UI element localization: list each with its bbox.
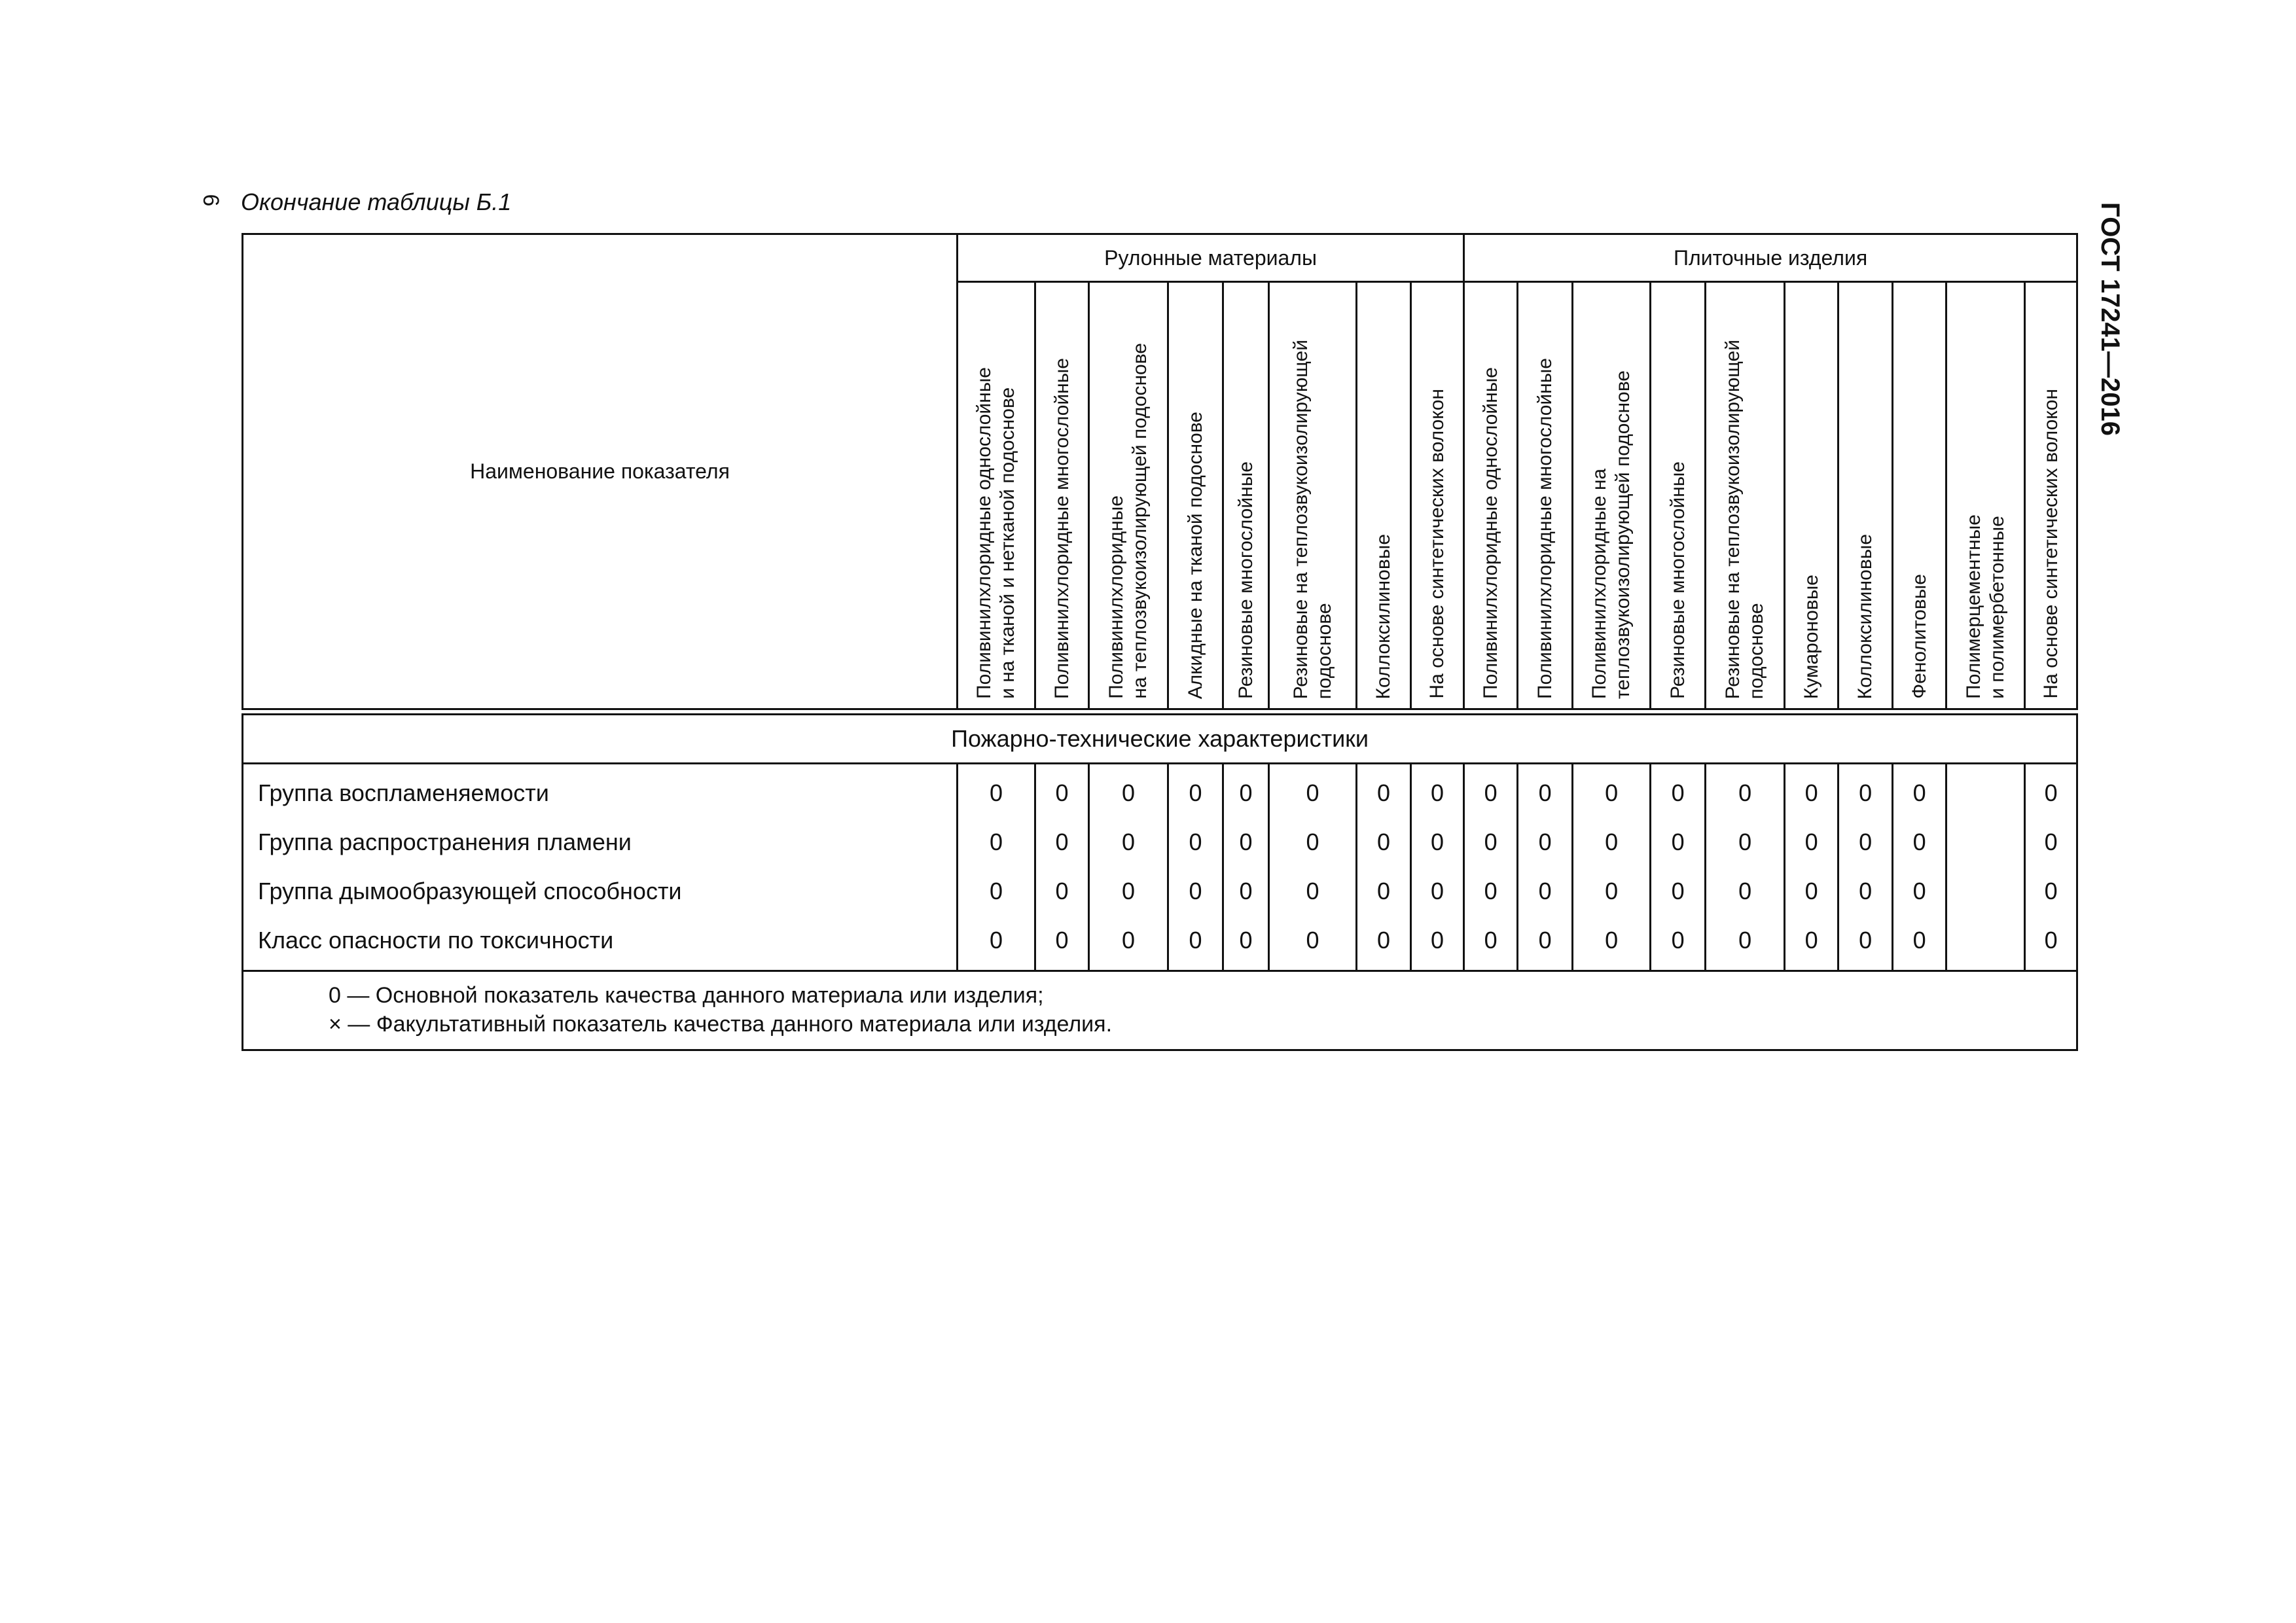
value-cell: 0 [1089,916,1168,971]
value-cell: 0 [1839,916,1893,971]
column-header [1035,282,1089,709]
value-cell: 0 [1168,916,1223,971]
value-cell: 0 [1464,817,1518,866]
value-cell: 0 [1223,866,1269,916]
value-cell: 0 [1518,764,1573,818]
column-header-label: Резиновые на теплозвукоизолирующей подоснове [1289,339,1335,699]
value-cell: 0 [958,817,1035,866]
value-cell: 0 [1651,866,1706,916]
column-header [1269,282,1357,709]
value-cell: 0 [1269,817,1357,866]
column-header [958,282,1035,709]
value-cell: 0 [1357,866,1411,916]
column-header [1893,282,1946,709]
column-header-label: Поливинилхлоридные на теплозвукоизолирующей подоснове [1588,370,1634,699]
value-cell [1946,916,2025,971]
value-cell: 0 [1089,764,1168,818]
column-header [1839,282,1893,709]
value-cell: 0 [1573,764,1651,818]
column-header [1651,282,1706,709]
column-header-label: Коллоксилиновые [1372,533,1394,699]
value-cell: 0 [1573,817,1651,866]
value-cell: 0 [1651,916,1706,971]
value-cell: 0 [1785,916,1839,971]
column-header-label: Поливинилхлоридные на теплозвукоизолирующей подоснове [1105,343,1151,699]
value-cell: 0 [1785,764,1839,818]
value-cell: 0 [1223,764,1269,818]
table-caption: Окончание таблицы Б.1 [241,188,512,215]
value-cell: 0 [1411,866,1464,916]
column-header-label: Поливинилхлоридные однослойные [1479,367,1501,699]
value-cell: 0 [1089,817,1168,866]
value-cell: 0 [2025,764,2077,818]
column-header [2025,282,2077,709]
value-cell: 0 [1168,817,1223,866]
section-title: Пожарно-технические характеристики [243,715,2077,764]
row-label: Группа воспламеняемости [243,764,958,818]
name-column-header: Наименование показателя [243,234,958,709]
page-number: 6 [198,194,223,207]
value-cell [1946,866,2025,916]
value-cell: 0 [1893,916,1946,971]
column-header [1464,282,1518,709]
table-row [243,817,2077,866]
column-header-label: Кумароновые [1800,574,1822,699]
value-cell: 0 [1518,817,1573,866]
group-header-tile-products: Плиточные изделия [1464,234,2077,282]
value-cell: 0 [1223,817,1269,866]
column-header-label: Алкидные на тканой подоснове [1184,411,1206,699]
value-cell: 0 [1223,916,1269,971]
section-row [243,715,2077,764]
column-header-label: Резиновые на теплозвукоизолирующей подоснове [1722,339,1768,699]
table-notes [243,971,2077,1050]
column-header [1223,282,1269,709]
value-cell [1946,817,2025,866]
column-header-label: На основе синтетических волокон [1426,389,1448,699]
value-cell: 0 [1785,817,1839,866]
column-header [1089,282,1168,709]
value-cell: 0 [1785,866,1839,916]
column-header-label: Поливинилхлоридные однослойные и на тканой и нетканой подоснове [973,367,1018,699]
value-cell: 0 [1651,817,1706,866]
column-header [1168,282,1223,709]
value-cell: 0 [1357,764,1411,818]
column-header-label: Поливинилхлоридные многослойные [1534,358,1556,699]
value-cell: 0 [1706,817,1785,866]
row-label: Группа распространения пламени [243,817,958,866]
column-header-label: Коллоксилиновые [1854,533,1876,699]
value-cell: 0 [958,866,1035,916]
column-header-label: Резиновые многослойные [1666,461,1689,699]
value-cell: 0 [2025,916,2077,971]
value-cell: 0 [2025,817,2077,866]
value-cell: 0 [1035,764,1089,818]
note-line: 0 — Основной показатель качества данного материала или изделия; [329,983,1044,1008]
column-header [1573,282,1651,709]
value-cell: 0 [1839,866,1893,916]
value-cell: 0 [1357,817,1411,866]
group-header-roll-materials: Рулонные материалы [958,234,1464,282]
value-cell: 0 [958,764,1035,818]
column-header [1706,282,1785,709]
value-cell: 0 [1706,866,1785,916]
value-cell: 0 [1839,817,1893,866]
column-header-label: Резиновые многослойные [1234,461,1257,699]
value-cell: 0 [1706,916,1785,971]
row-label: Группа дымообразующей способности [243,866,958,916]
value-cell: 0 [1518,916,1573,971]
notes-row [243,971,2077,1050]
value-cell [1946,764,2025,818]
properties-table [242,233,2078,1051]
header-separator-cell [243,709,2077,715]
column-header-label: Поливинилхлоридные многослойные [1050,358,1073,699]
column-header-label: Полимерцементные и полимербетонные [1962,514,2008,699]
column-header [1946,282,2025,709]
value-cell: 0 [1573,916,1651,971]
group-header-row [243,234,2077,282]
value-cell: 0 [1269,866,1357,916]
value-cell: 0 [1464,866,1518,916]
column-header [1357,282,1411,709]
column-header [1411,282,1464,709]
value-cell: 0 [1518,866,1573,916]
value-cell: 0 [958,916,1035,971]
value-cell: 0 [1573,866,1651,916]
table-row [243,764,2077,818]
value-cell: 0 [1839,764,1893,818]
value-cell: 0 [1035,916,1089,971]
value-cell: 0 [1035,866,1089,916]
value-cell: 0 [1411,764,1464,818]
column-header [1518,282,1573,709]
header-separator [243,709,2077,715]
value-cell: 0 [1651,764,1706,818]
row-label: Класс опасности по токсичности [243,916,958,971]
value-cell: 0 [1411,916,1464,971]
document-id-text: ГОСТ 17241—2016 [2095,202,2125,436]
value-cell: 0 [1089,866,1168,916]
document-id [2093,194,2126,443]
value-cell: 0 [1893,764,1946,818]
value-cell: 0 [1269,764,1357,818]
column-header [1785,282,1839,709]
value-cell: 0 [1893,817,1946,866]
value-cell: 0 [1269,916,1357,971]
value-cell: 0 [1411,817,1464,866]
value-cell: 0 [1464,764,1518,818]
value-cell: 0 [1357,916,1411,971]
value-cell: 0 [2025,866,2077,916]
column-header-label: Фенолитовые [1908,574,1930,699]
value-cell: 0 [1035,817,1089,866]
value-cell: 0 [1464,916,1518,971]
column-header-label: На основе синтетических волокон [2039,389,2062,699]
value-cell: 0 [1168,764,1223,818]
table-row [243,916,2077,971]
value-cell: 0 [1706,764,1785,818]
note-line: × — Факультативный показатель качества данного материала или изделия. [329,1012,1113,1037]
value-cell: 0 [1893,866,1946,916]
table-row [243,866,2077,916]
value-cell: 0 [1168,866,1223,916]
